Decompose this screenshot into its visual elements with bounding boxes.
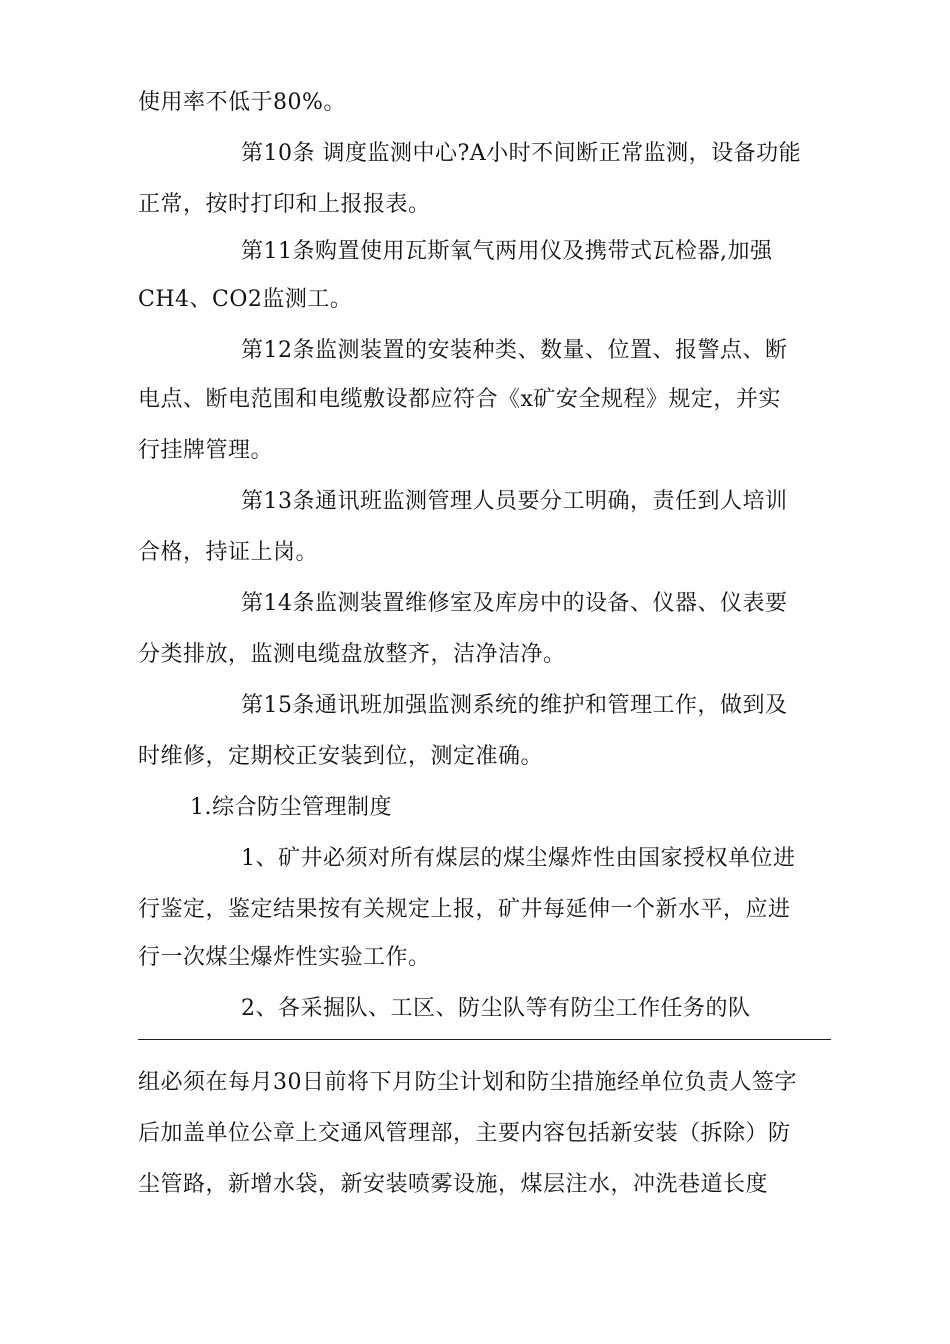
text-line: 第15条通讯班加强监测系统的维护和管理工作，做到及 (241, 693, 788, 718)
text-line: 合格，持证上岗。 (138, 540, 319, 565)
text-line: 第12条监测装置的安装种类、数量、位置、报警点、断 (241, 338, 788, 363)
text-line: 尘管路，新增水袋，新安装喷雾设施，煤层注水，冲洗巷道长度 (138, 1172, 769, 1197)
text-line: CH4、CO2监测工。 (138, 287, 353, 312)
text-line: 第14条监测装置维修室及库房中的设备、仪器、仪表要 (241, 591, 788, 616)
text-line: 后加盖单位公章上交通风管理部，主要内容包括新安装（拆除）防 (138, 1121, 791, 1146)
text-line: 第13条通讯班监测管理人员要分工明确，责任到人培训 (241, 489, 788, 514)
text-line: 行挂牌管理。 (138, 438, 274, 463)
divider-line (138, 1039, 831, 1040)
text-line: 时维修，定期校正安装到位，测定准确。 (138, 744, 544, 769)
text-line: 正常，按时打印和上报报表。 (138, 192, 431, 217)
text-line: 行鉴定，鉴定结果按有关规定上报，矿井每延伸一个新水平，应进 (138, 897, 791, 922)
text-line: 分类排放，监测电缆盘放整齐，洁净洁净。 (138, 642, 566, 667)
text-line: 电点、断电范围和电缆敷设都应符合《x矿安全规程》规定，并实 (138, 387, 781, 412)
text-line: 行一次煤尘爆炸性实验工作。 (138, 945, 431, 970)
text-line: 第10条 调度监测中心?A小时不间断正常监测，设备功能 (241, 141, 802, 166)
text-line: 使用率不低于80%。 (138, 90, 346, 115)
section-heading: 1.综合防尘管理制度 (190, 795, 392, 820)
text-line: 2、各采掘队、工区、防尘队等有防尘工作任务的队 (241, 996, 751, 1021)
text-line: 第11条购置使用瓦斯氧气两用仪及携带式瓦检器,加强 (241, 239, 773, 264)
text-line: 1、矿井必须对所有煤层的煤尘爆炸性由国家授权单位进 (241, 846, 796, 871)
text-line: 组必须在每月30日前将下月防尘计划和防尘措施经单位负责人签字 (138, 1070, 797, 1095)
